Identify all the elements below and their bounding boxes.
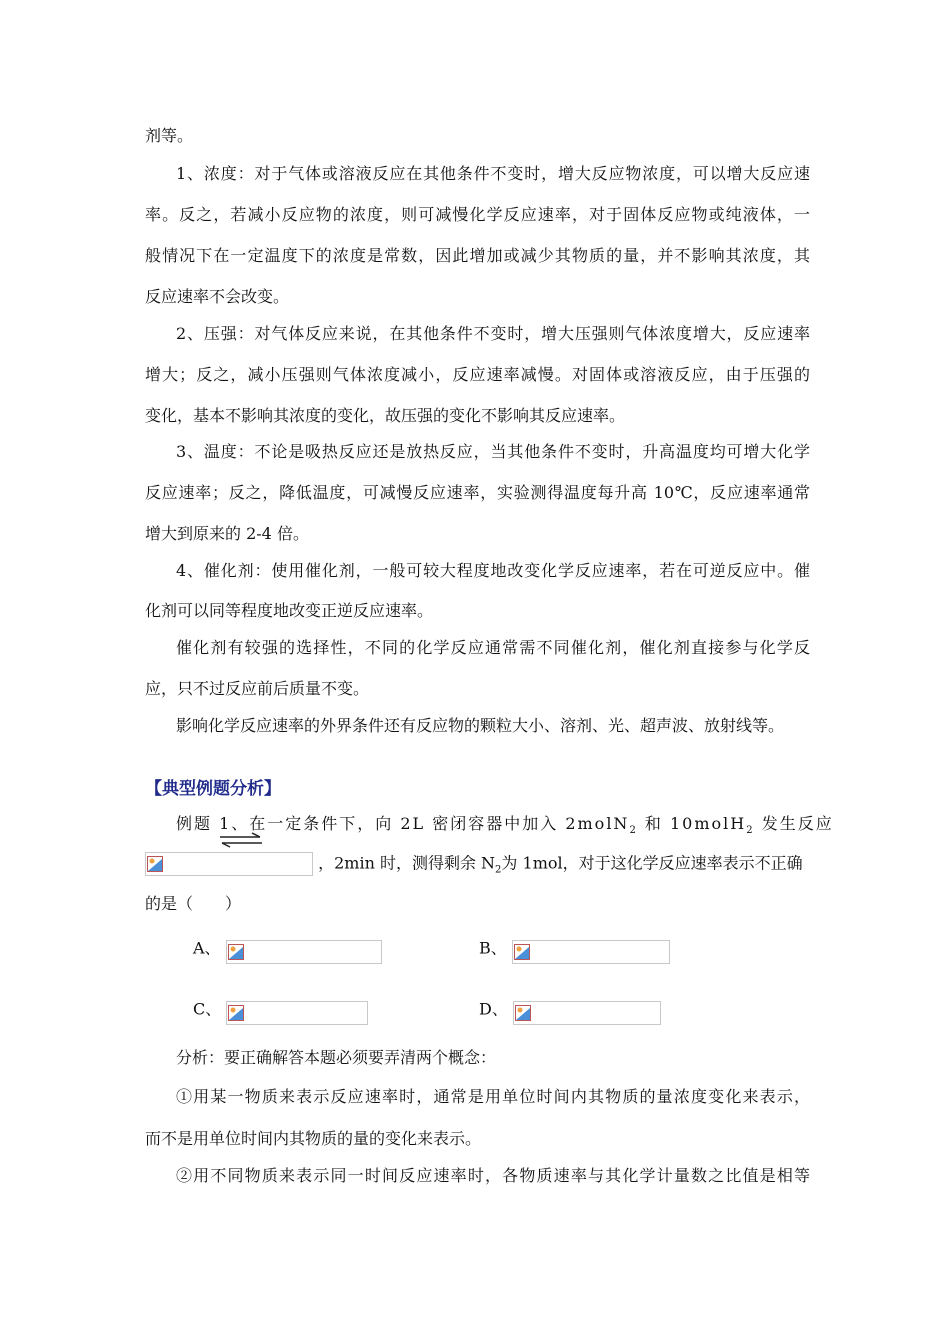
broken-image-icon bbox=[147, 856, 163, 872]
option-label: D、 bbox=[479, 999, 508, 1019]
text-line: 化剂可以同等程度地改变正逆反应速率。 bbox=[145, 601, 434, 620]
text-line: 而不是用单位时间内其物质的量的变化来表示。 bbox=[145, 1129, 482, 1148]
text-line: 变化，基本不影响其浓度的变化，故压强的变化不影响其反应速率。 bbox=[145, 406, 626, 425]
text-line: 分析：要正确解答本题必须要弄清两个概念： bbox=[176, 1048, 497, 1067]
option-c bbox=[193, 995, 368, 1025]
subscript: 2 bbox=[495, 864, 502, 876]
option-a bbox=[193, 934, 382, 964]
example-text: 发生反应 bbox=[761, 814, 834, 833]
option-label: A、 bbox=[193, 938, 221, 958]
text-line: 催化剂有较强的选择性，不同的化学反应通常需不同催化剂，催化剂直接参与化学反 bbox=[176, 638, 810, 657]
option-image-placeholder bbox=[513, 1001, 661, 1025]
example-text: 和 10molH bbox=[644, 814, 747, 833]
equation-image-placeholder bbox=[145, 852, 313, 876]
text-line: 反应速率不会改变。 bbox=[145, 287, 290, 306]
example-line-1 bbox=[176, 814, 834, 841]
example-text: 为 1mol，对于这化学反应速率表示不正确 bbox=[501, 853, 803, 873]
option-image-placeholder bbox=[226, 1001, 368, 1025]
option-label: C、 bbox=[193, 999, 222, 1019]
text-line: ②用不同物质来表示同一时间反应速率时，各物质速率与其化学计量数之比值是相等 bbox=[176, 1166, 810, 1185]
text-line: 应，只不过反应前后质量不变。 bbox=[145, 679, 370, 698]
section-heading: 【典型例题分析】 bbox=[145, 779, 281, 799]
text-line: 1、浓度：对于气体或溶液反应在其他条件不变时，增大反应物浓度，可以增大反应速 bbox=[176, 164, 810, 183]
text-line: 影响化学反应速率的外界条件还有反应物的颗粒大小、溶剂、光、超声波、放射线等。 bbox=[176, 716, 785, 735]
broken-image-icon bbox=[228, 944, 244, 960]
broken-image-icon bbox=[228, 1005, 244, 1021]
option-image-placeholder bbox=[226, 940, 382, 964]
option-image-placeholder bbox=[512, 940, 670, 964]
text-line: 的是（ ） bbox=[145, 894, 242, 913]
text-line: 增大；反之，减小压强则气体浓度减小，反应速率减慢。对固体或溶液反应，由于压强的 bbox=[145, 365, 810, 384]
text-line: 般情况下在一定温度下的浓度是常数，因此增加或减少其物质的量，并不影响其浓度，其 bbox=[145, 246, 810, 265]
option-d bbox=[479, 995, 661, 1025]
example-line-2 bbox=[145, 852, 810, 881]
option-b bbox=[479, 934, 670, 964]
text-line: 4、催化剂：使用催化剂，一般可较大程度地改变化学反应速率，若在可逆反应中。催 bbox=[176, 561, 810, 580]
text-line: 剂等。 bbox=[145, 126, 194, 145]
reversible-arrow-icon bbox=[218, 832, 264, 848]
broken-image-icon bbox=[515, 1005, 531, 1021]
subscript: 2 bbox=[629, 825, 638, 837]
example-text: 例题 1、在一定条件下，向 2L 密闭容器中加入 2molN bbox=[176, 814, 630, 833]
text-line: ①用某一物质来表示反应速率时，通常是用单位时间内其物质的量浓度变化来表示， bbox=[176, 1087, 810, 1106]
text-line: 2、压强：对气体反应来说，在其他条件不变时，增大压强则气体浓度增大，反应速率 bbox=[176, 324, 810, 343]
text-line: 反应速率；反之，降低温度，可减慢反应速率，实验测得温度每升高 10℃，反应速率通常 bbox=[145, 483, 810, 502]
option-label: B、 bbox=[479, 938, 507, 958]
text-line: 增大到原来的 2-4 倍。 bbox=[145, 524, 309, 543]
subscript: 2 bbox=[746, 825, 755, 837]
text-line: 3、温度：不论是吸热反应还是放热反应，当其他条件不变时，升高温度均可增大化学 bbox=[176, 442, 810, 461]
example-text: ，2min 时，测得剩余 N bbox=[318, 853, 496, 873]
text-line: 率。反之，若减小反应物的浓度，则可减慢化学反应速率，对于固体反应物或纯液体，一 bbox=[145, 205, 810, 224]
broken-image-icon bbox=[514, 944, 530, 960]
